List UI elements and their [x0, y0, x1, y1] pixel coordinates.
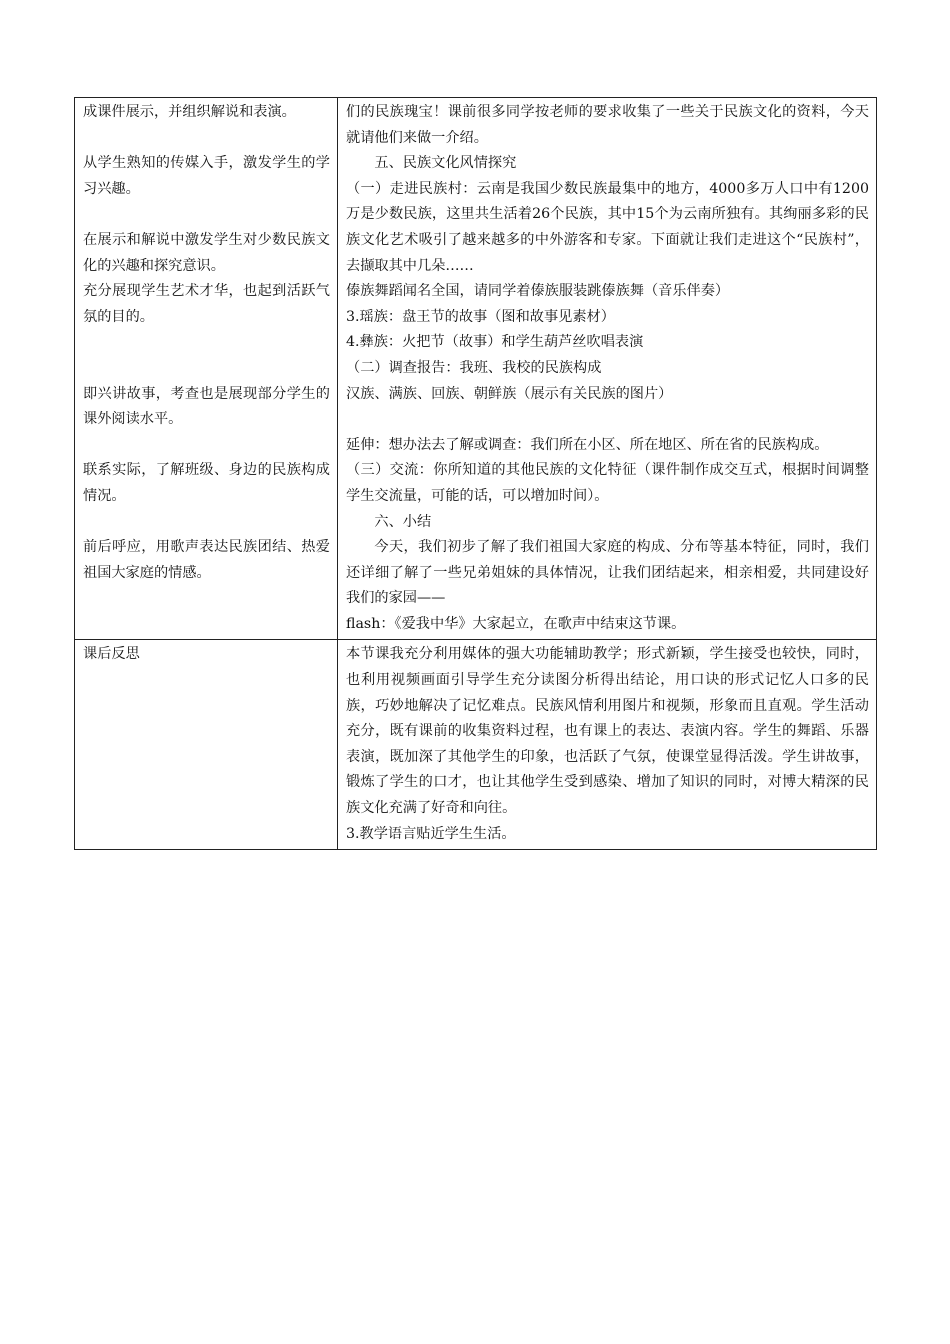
blank-line [83, 330, 330, 356]
process-paragraph: flash：《爱我中华》大家起立，在歌声中结束这节课。 [346, 615, 686, 632]
table-row [75, 98, 877, 640]
lesson-plan-table [74, 97, 877, 850]
intent-paragraph: 联系实际，了解班级、身边的民族构成情况。 [83, 462, 330, 504]
table-row [75, 640, 877, 850]
process-paragraph: （一）走进民族村：云南是我国少数民族最集中的地方，4000多万人口中有1200万是少数民族，这里共生活着26个民族，其中15个为云南所独有。其绚丽多彩的民族文化艺术吸引了越来越多的中外游客和专家。下面就让我们走进这个“民族村”，去撷取其中几朵…… [346, 180, 869, 274]
design-intent-cell [75, 98, 338, 640]
blank-line [83, 510, 330, 536]
section-heading: 六、小结 [374, 513, 432, 530]
blank-line [83, 433, 330, 459]
blank-line [83, 126, 330, 152]
process-paragraph: 今天，我们初步了解了我们祖国大家庭的构成、分布等基本特征，同时，我们还详细了解了一些兄弟姐妹的具体情况，让我们团结起来，相亲相爱，共同建设好我们的家园—— [346, 539, 869, 607]
process-paragraph: 延伸：想办法去了解或调查：我们所在小区、所在地区、所在省的民族构成。 [346, 436, 829, 453]
reflection-label-cell [75, 640, 338, 850]
process-paragraph: 汉族、满族、回族、朝鲜族（展示有关民族的图片） [346, 385, 673, 402]
process-paragraph: 3.瑶族：盘王节的故事（图和故事见素材） [346, 308, 615, 325]
blank-line [346, 407, 869, 433]
blank-line [83, 356, 330, 382]
process-paragraph: 傣族舞蹈闻名全国，请同学着傣族服装跳傣族舞（音乐伴奏） [346, 283, 730, 300]
process-paragraph: （二）调查报告：我班、我校的民族构成 [346, 359, 602, 376]
intent-paragraph: 在展示和解说中激发学生对少数民族文化的兴趣和探究意识。 [83, 231, 330, 274]
process-paragraph: 们的民族瑰宝！课前很多同学按老师的要求收集了一些关于民族文化的资料，今天就请他们来做一介绍。 [346, 104, 869, 146]
reflection-paragraph: 3.教学语言贴近学生生活。 [346, 825, 516, 842]
intent-paragraph: 充分展现学生艺术才华，也起到活跃气氛的目的。 [83, 283, 330, 325]
teaching-process-cell [338, 98, 877, 640]
blank-line [83, 202, 330, 228]
section-heading: 五、民族文化风情探究 [374, 155, 517, 172]
reflection-label: 课后反思 [83, 646, 140, 663]
intent-paragraph: 即兴讲故事，考查也是展现部分学生的课外阅读水平。 [83, 385, 330, 428]
process-paragraph: 4.彝族：火把节（故事）和学生葫芦丝吹唱表演 [346, 334, 644, 351]
reflection-paragraph: 本节课我充分利用媒体的强大功能辅助教学；形式新颖，学生接受也较快，同时，也利用视频画面引导学生充分读图分析得出结论，用口诀的形式记忆人口多的民族，巧妙地解决了记忆难点。民族风情利用图片和视频，形象而且直观。学生活动充分，既有课前的收集资料过程，也有课上的表达、表演内容。学生的舞蹈、乐器表演，既加深了其他学生的印象，也活跃了气氛，使课堂显得活泼。学生讲故事，锻炼了学生的口才，也让其他学生受到感染、增加了知识的同时，对博大精深的民族文化充满了好奇和向往。 [346, 646, 869, 817]
process-paragraph: （三）交流：你所知道的其他民族的文化特征（课件制作成交互式，根据时间调整学生交流量，可能的话，可以增加时间）。 [346, 462, 869, 504]
reflection-content-cell [338, 640, 877, 850]
intent-paragraph: 前后呼应，用歌声表达民族团结、热爱祖国大家庭的情感。 [83, 539, 330, 581]
intent-paragraph: 成课件展示，并组织解说和表演。 [83, 104, 296, 120]
intent-paragraph: 从学生熟知的传媒入手，激发学生的学习兴趣。 [83, 155, 330, 197]
